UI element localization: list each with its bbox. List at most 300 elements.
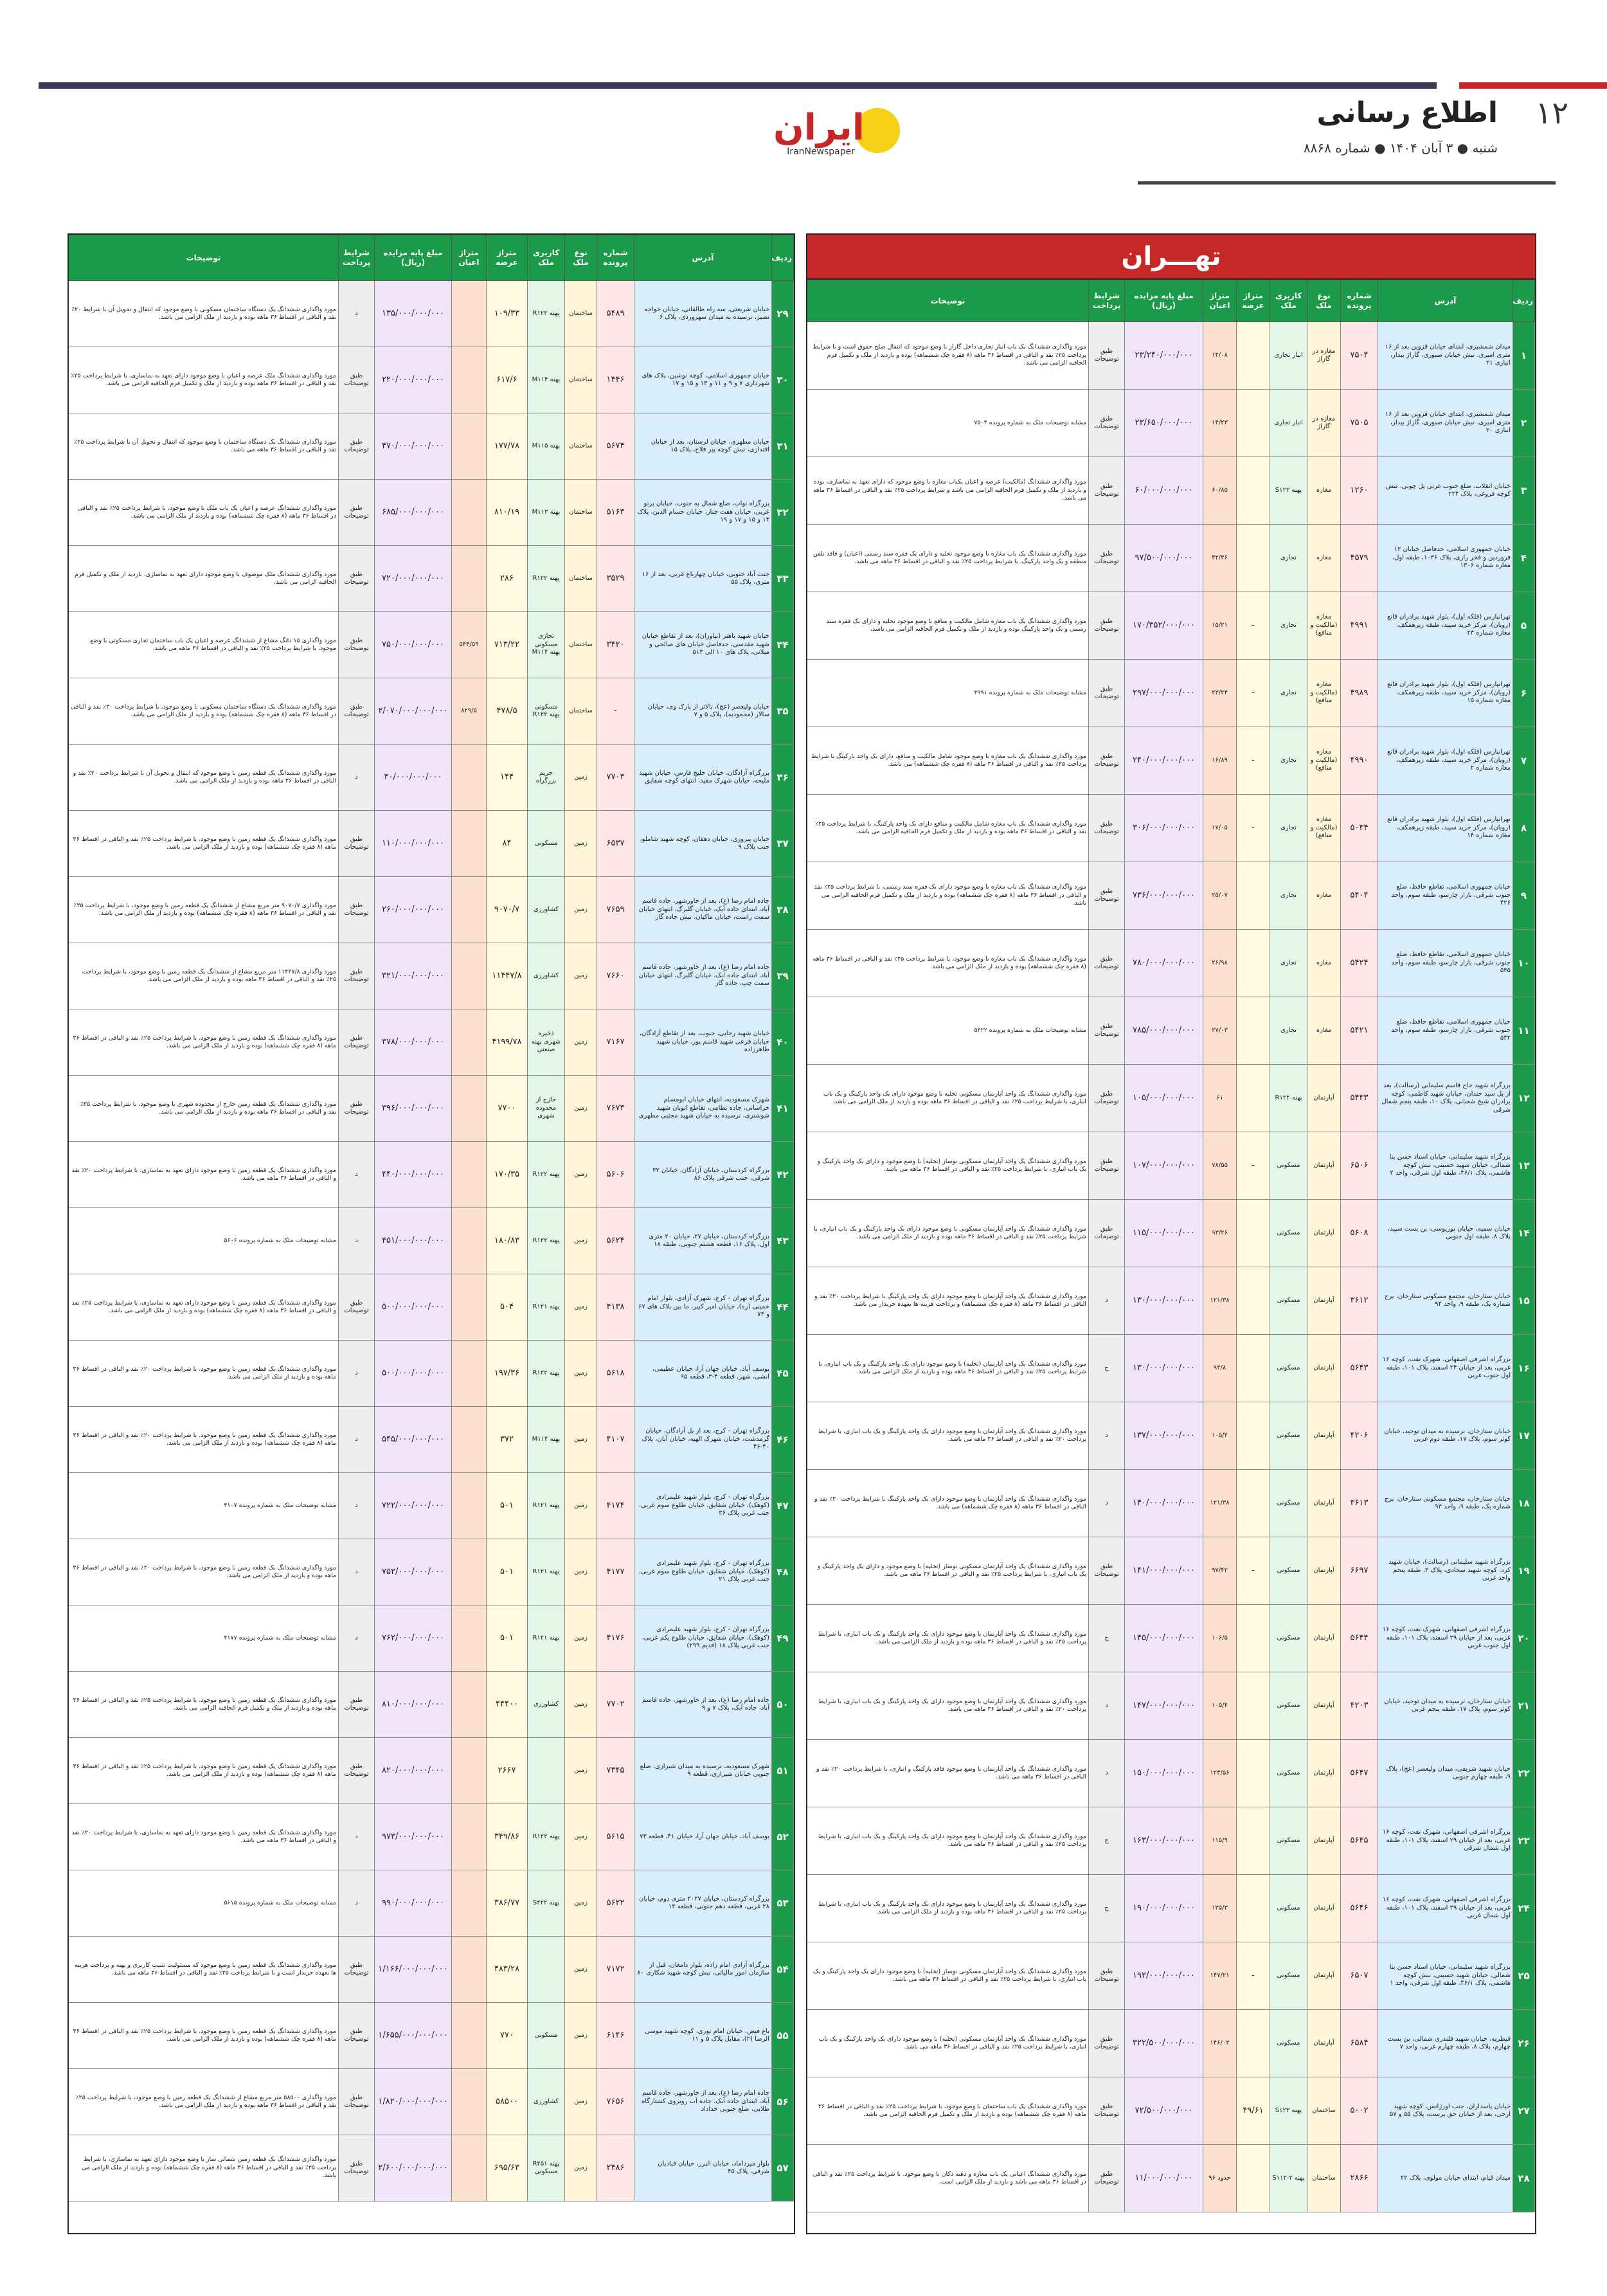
file-number-cell: ۶۵۰۶ [1341, 1132, 1378, 1200]
property-type-cell: آپارتمان [1307, 1807, 1341, 1875]
usage-cell: پهنه R۲۵۱ مسکونی [528, 2135, 565, 2201]
building-area-cell [452, 2135, 487, 2201]
logo-word: ایران [773, 107, 865, 149]
land-area-cell [1237, 2145, 1270, 2212]
header-accent-bar [1459, 82, 1607, 89]
issue-info: شنبه ● ۳ آبان ۱۴۰۴ ● شماره ۸۸۶۸ [1303, 140, 1498, 156]
land-area-cell: - [1237, 795, 1270, 862]
base-price-cell: ۱۳۰/۰۰۰/۰۰۰/۰۰۰ [1125, 1267, 1203, 1335]
address-cell: خیابان شهید شریفی، میدان ولیعصر (عج)، پلاک ۹، طبقه چهارم جنوبی [1378, 1740, 1513, 1807]
payment-terms-cell: طبق توضیحات [339, 1738, 375, 1804]
address-cell: بلوار میرداماد، خیابان البرز، خیابان قبادیان شرقی، پلاک ۴۵ [634, 2135, 772, 2201]
property-type-cell: مغازه (مالکیت و منافع) [1307, 660, 1341, 727]
address-cell: تهرانپارس (فلکه اول)، بلوار شهید برادران قانع (رویان)، مرکز خرید سپید، طبقه زیرهمکف، مغازه شماره ۲۳ [1378, 592, 1513, 660]
base-price-cell: ۱۰۷/۰۰۰/۰۰۰/۰۰۰ [1125, 1132, 1203, 1200]
building-area-cell: ۱۴۷/۲۱ [1203, 1942, 1237, 2010]
payment-terms-cell: طبق توضیحات [1089, 2145, 1125, 2212]
building-area-cell: ۱۴/۰۸ [1203, 322, 1237, 390]
row-number: ۳۸ [772, 877, 794, 943]
property-type-cell: ساختمان [1307, 2077, 1341, 2145]
land-area-cell: ۸۱۰/۱۹ [487, 480, 528, 546]
row-number: ۲۵ [1513, 1942, 1535, 2010]
address-cell: خیابان ولیعصر (عج)، بالاتر از پارک وی، خیابان سالار (محمودیه)، پلاک ۵ و ۷ [634, 678, 772, 745]
file-number-cell: ۷۱۶۷ [597, 1009, 634, 1076]
property-type-cell: آپارتمان [1307, 1875, 1341, 1942]
file-number-cell: ۵۶۴۳ [1341, 1335, 1378, 1402]
column-header: کاربری ملک [1270, 280, 1307, 322]
usage-cell: مسکونی [1270, 1537, 1307, 1605]
building-area-cell [452, 1539, 487, 1605]
usage-cell: کشاورزی [528, 2069, 565, 2135]
table-row [807, 390, 1535, 457]
address-cell: بزرگراه شهید سلیمانی (رسالت)، خیابان شهید کرد، کوچه شهید سجادی، پلاک ۳، طبقه پنجم واحد غربی [1378, 1537, 1513, 1605]
notes-cell: مورد واگذاری ششدانگ یک قطعه زمین با وضع موجود دارای تعهد به نماسازی، با شرایط پرداخت ۲۰٪ نقد و الباقی در اقساط ۳۶ ماهه می باشد. [69, 1142, 339, 1208]
land-area-cell: ۱۷۰/۳۵ [487, 1142, 528, 1208]
usage-cell: مسکونی [1270, 1672, 1307, 1740]
property-type-cell: ساختمان [565, 281, 597, 347]
file-number-cell: ۶۱۴۶ [597, 2003, 634, 2069]
column-header: مبلغ پایه مزایده (ریال) [375, 235, 452, 281]
payment-terms-cell: طبق توضیحات [1089, 930, 1125, 997]
file-number-cell: ۵۴۳۳ [1341, 1065, 1378, 1132]
table-row [807, 1740, 1535, 1807]
notes-cell: مورد واگذاری ۵۸۵۰۰ متر مربع مشاع از ششدانگ یک قطعه زمین با وضع موجود، با شرایط پرداخت ۲۵٪ نقد و الباقی در اقساط ۳۶ ماهه بوده و بازدید از ملک الزامی می باشد. [69, 2069, 339, 2135]
notes-cell: مشابه توضیحات ملک به شماره پرونده ۴۱۷۷ [69, 1605, 339, 1672]
listing-table [807, 280, 1535, 2212]
notes-cell: مورد واگذاری ششدانگ یک باب مغازه با وضع موجود، با شرایط پرداخت ۲۵٪ نقد و الباقی در اقساط ۳۶ ماهه (۸ فقره چک ششماهه) بوده و بازدید از ملک الزامی می باشد. [807, 930, 1089, 997]
address-cell: بزرگراه کردستان، خیابان آزادگان، خیابان ۳۲ شرقی، جنب شرقی پلاک ۸۶ [634, 1142, 772, 1208]
address-cell: خیابان سمیه، خیابان پوریوسی، بن بست سپید، پلاک ۸، طبقه اول جنوبی [1378, 1200, 1513, 1267]
land-area-cell: ۲۶۶۷ [487, 1738, 528, 1804]
table-row [69, 2135, 794, 2201]
file-number-cell: ۶۵۸۴ [1341, 2010, 1378, 2077]
file-number-cell: ۷۶۷۳ [597, 1076, 634, 1142]
land-area-cell: ۴۷۸/۵ [487, 678, 528, 745]
payment-terms-cell: طبق توضیحات [339, 2135, 375, 2201]
land-area-cell: ۹۰۷۰/۷ [487, 877, 528, 943]
notes-cell: مورد واگذاری ششدانگ یک واحد آپارتمان با وضع موجود دارای یک واحد پارکینگ و یک باب انباری، با شرایط پرداخت ۲۵٪ نقد و الباقی در اقساط ۳۶ ماهه می باشد. [807, 1807, 1089, 1875]
row-number: ۳۹ [772, 943, 794, 1009]
building-area-cell: ۵۴۴/۵۹ [452, 612, 487, 678]
payment-terms-cell: طبق توضیحات [1089, 390, 1125, 457]
property-type-cell: مغازه (مالکیت و منافع) [1307, 592, 1341, 660]
payment-terms-cell: د [1089, 1740, 1125, 1807]
payment-terms-cell: طبق توضیحات [339, 546, 375, 612]
base-price-cell: ۲۲۰/۰۰۰/۰۰۰/۰۰۰ [375, 347, 452, 413]
usage-cell: مسکونی [1270, 1470, 1307, 1537]
table-row [69, 745, 794, 811]
row-number: ۱ [1513, 322, 1535, 390]
land-area-cell: ۵۰۱ [487, 1473, 528, 1539]
building-area-cell [452, 943, 487, 1009]
property-type-cell: مغازه در گاراژ [1307, 390, 1341, 457]
file-number-cell: ۴۱۰۷ [597, 1407, 634, 1473]
row-number: ۴۶ [772, 1407, 794, 1473]
property-type-cell: مغازه [1307, 930, 1341, 997]
property-type-cell: آپارتمان [1307, 1335, 1341, 1402]
base-price-cell: ۶۰/۰۰۰/۰۰۰/۰۰۰ [1125, 457, 1203, 525]
property-type-cell: مغازه [1307, 862, 1341, 930]
table-row [69, 1407, 794, 1473]
building-area-cell: ۱۲۴/۵۶ [1203, 1740, 1237, 1807]
usage-cell: خارج از محدوده شهری [528, 1076, 565, 1142]
logo-subtext: IranNewspaper [787, 147, 855, 157]
base-price-cell: ۷۸۰/۰۰۰/۰۰۰/۰۰۰ [1125, 930, 1203, 997]
row-number: ۳۲ [772, 480, 794, 546]
building-area-cell [452, 1672, 487, 1738]
base-price-cell: ۲۹۷/۰۰۰/۰۰۰/۰۰۰ [1125, 660, 1203, 727]
usage-cell: پهنه M۱۱۵ [528, 413, 565, 480]
address-cell: قیطریه، خیابان شهید فلندری شمالی، بن بست چهارم، پلاک ۸، طبقه چهارم غربی، واحد ۷ [1378, 2010, 1513, 2077]
payment-terms-cell: د [1089, 1672, 1125, 1740]
address-cell: بزرگراه نواب، ضلع شمال به جنوب، خیابان پرتو غربی، خیابان هفت چنار، خیابان حسام الدین، پلاک ۱۳ و ۱۵ و ۱۷ و ۱۹ [634, 480, 772, 546]
building-area-cell: ۲۶/۹۸ [1203, 930, 1237, 997]
building-area-cell: ۱۰۵/۴ [1203, 1402, 1237, 1470]
table-row [69, 413, 794, 480]
notes-cell: مورد واگذاری ششدانگ یک واحد آپارتمان با وضع موجود دارای یک واحد پارکینگ و یک باب انباری، با شرایط پرداخت ۲۰٪ نقد و الباقی در اقساط ۳۶ ماهه می باشد. [807, 1402, 1089, 1470]
column-header: شرایط پرداخت [1089, 280, 1125, 322]
land-area-cell: ۵۰۴ [487, 1274, 528, 1341]
table-row [69, 943, 794, 1009]
property-type-cell: مغازه (مالکیت و منافع) [1307, 795, 1341, 862]
address-cell: شهرک مسعودیه، انتهای خیابان ابومسلم خراسانی، جاده نظامی، تقاطع اتوبان شهید شوشتری، نرسیده به خیابان شهید مجتبی مطهری [634, 1076, 772, 1142]
table-row [807, 1470, 1535, 1537]
building-area-cell: ۸۲۹/۵ [452, 678, 487, 745]
table-row [807, 1672, 1535, 1740]
table-row [807, 592, 1535, 660]
property-type-cell: زمین [565, 1937, 597, 2003]
building-area-cell [452, 811, 487, 877]
address-cell: بزرگراه کردستان، خیابان ۲۰۲۷ متری دوم، خیابان ۲۸ غربی، قطعه دهم جنوبی، قطعه ۱۲ [634, 1870, 772, 1937]
row-number: ۲۴ [1513, 1875, 1535, 1942]
land-area-cell: - [1237, 1132, 1270, 1200]
base-price-cell: ۱۴۵/۰۰۰/۰۰۰/۰۰۰ [1125, 1605, 1203, 1672]
usage-cell: پهنه S۲۲۲ [528, 1870, 565, 1937]
address-cell: بزرگراه تهران - کرج، بلوار شهید علیمرادی (کوهک)، خیابان شقایق، خیابان طلوع یکم غربی، جنب غربی پلاک ۱۸ (قدیم ۲۹۹) [634, 1605, 772, 1672]
building-area-cell: ۷۸/۵۵ [1203, 1132, 1237, 1200]
land-area-cell [1237, 1470, 1270, 1537]
file-number-cell: ۵۶۱۸ [597, 1341, 634, 1407]
base-price-cell: ۲۶۰/۰۰۰/۰۰۰/۰۰۰ [375, 877, 452, 943]
base-price-cell: ۲/۶۰۰/۰۰۰/۰۰۰/۰۰۰ [375, 2135, 452, 2201]
table-row [807, 457, 1535, 525]
building-area-cell [452, 2003, 487, 2069]
payment-terms-cell: طبق توضیحات [1089, 322, 1125, 390]
usage-cell: مسکونی [1270, 1402, 1307, 1470]
land-area-cell [1237, 930, 1270, 997]
table-row [69, 1208, 794, 1274]
land-area-cell: ۷۷۰ [487, 2003, 528, 2069]
property-type-cell: آپارتمان [1307, 1672, 1341, 1740]
base-price-cell: ۷۸۵/۰۰۰/۰۰۰/۰۰۰ [1125, 997, 1203, 1065]
building-area-cell [452, 1870, 487, 1937]
building-area-cell [452, 1208, 487, 1274]
usage-cell: کشاورزی [528, 877, 565, 943]
table-body [807, 322, 1535, 2212]
notes-cell: مورد واگذاری ۱۵ دانگ مشاع از ششدانگ عرصه و اعیان یک باب ساختمان تجاری مسکونی با وضع موجود، با شرایط پرداخت ۲۵٪ نقد و الباقی در اقساط ۳۶ ماهه می باشد. [69, 612, 339, 678]
base-price-cell: ۱۹۰/۰۰۰/۰۰۰/۰۰۰ [1125, 1875, 1203, 1942]
address-cell: میدان شمشیری، ابتدای خیابان قزوین بعد از ۱۶ متری امیری، نبش خیابان صبوری، گاراژ بیدار، انباری ۲۱ [1378, 322, 1513, 390]
file-number-cell: ۳۶۱۳ [1341, 1470, 1378, 1537]
file-number-cell: ۴۱۳۸ [597, 1274, 634, 1341]
notes-cell: مورد واگذاری ششدانگ یک واحد آپارتمان با وضع موجود دارای یک واحد پارکینگ و یک باب انباری، با شرایط پرداخت ۲۰٪ نقد و الباقی در اقساط ۳۶ ماهه می باشد. [807, 1672, 1089, 1740]
notes-cell: مورد واگذاری ششدانگ (مالکیت) عرصه و اعیان یکباب مغازه با وضع موجود که دارای تعهد به نماسازی، بوده و بازدید از ملک و تکمیل فرم الحاقیه الزامی می باشد و شرایط پرداخت ۲۵٪ نقد و الباقی در اقساط ۳۶ ماهه می باشد. [807, 457, 1089, 525]
payment-terms-cell: ج [1089, 1875, 1125, 1942]
base-price-cell: ۱۷۰/۳۵۲/۰۰۰/۰۰۰ [1125, 592, 1203, 660]
property-type-cell: زمین [565, 1539, 597, 1605]
usage-cell: مسکونی [1270, 1267, 1307, 1335]
notes-cell: مورد واگذاری ششدانگ ملک عرصه و اعیان با وضع موجود دارای تعهد به نماسازی، با شرایط پرداخت ۲۵٪ نقد و الباقی در اقساط ۳۶ ماهه بوده و بازدید از ملک و تکمیل فرم الحاقیه الزامی می باشد. [69, 347, 339, 413]
land-area-cell: ۵۰۱ [487, 1539, 528, 1605]
table-row [69, 2003, 794, 2069]
row-number: ۱۶ [1513, 1335, 1535, 1402]
file-number-cell: ۲۸۶۶ [1341, 2145, 1378, 2212]
row-number: ۹ [1513, 862, 1535, 930]
column-header: آدرس [1378, 280, 1513, 322]
file-number-cell: ۳۶۱۲ [1341, 1267, 1378, 1335]
property-type-cell: آپارتمان [1307, 1537, 1341, 1605]
building-area-cell [452, 1473, 487, 1539]
notes-cell: مشابه توضیحات ملک به شماره پرونده ۵۶۱۵ [69, 1870, 339, 1937]
notes-cell: مورد واگذاری ششدانگ یک قطعه زمین با وضع موجود دارای تعهد به نماسازی، با شرایط پرداخت ۲۵٪ نقد و الباقی در اقساط ۳۶ ماهه (۸ فقره چک ششماهه) بوده و بازدید از ملک الزامی می باشد. [69, 1274, 339, 1341]
payment-terms-cell: طبق توضیحات [1089, 1942, 1125, 2010]
table-row [69, 347, 794, 413]
header-bar [39, 82, 1437, 89]
address-cell: بزرگراه اشرفی اصفهانی، شهرک نفت، کوچه ۱۶ غربی، بعد از خیابان ۲۹ اسفند، پلاک ۱۰۱، طبقه اول جنوب غربی [1378, 1605, 1513, 1672]
base-price-cell: ۱۳۷/۰۰۰/۰۰۰/۰۰۰ [1125, 1402, 1203, 1470]
land-area-cell [1237, 1605, 1270, 1672]
table-row [69, 1539, 794, 1605]
table-header-row [807, 280, 1535, 322]
row-number: ۴۹ [772, 1605, 794, 1672]
land-area-cell [1237, 322, 1270, 390]
base-price-cell: ۷۲۰/۰۰۰/۰۰۰/۰۰۰ [375, 546, 452, 612]
usage-cell: مسکونی پهنه R۱۲۲ [528, 678, 565, 745]
city-title: تهـــران [807, 235, 1535, 280]
column-header: توضیحات [69, 235, 339, 281]
payment-terms-cell: طبق توضیحات [1089, 1200, 1125, 1267]
usage-cell: پهنه R۱۲۲ [528, 1341, 565, 1407]
address-cell: خیابان پیروزی، خیابان دهقان، کوچه شهید شاملو، جنب پلاک ۹ [634, 811, 772, 877]
building-area-cell: ۱۰۵/۴ [1203, 1672, 1237, 1740]
usage-cell [528, 1738, 565, 1804]
usage-cell: ذخیره شهری پهنه صنعتی [528, 1009, 565, 1076]
land-area-cell: ۳۴۹/۸۶ [487, 1804, 528, 1870]
land-area-cell: ۵۸۵۰۰ [487, 2069, 528, 2135]
building-area-cell [452, 1274, 487, 1341]
address-cell: بزرگراه آزادی امام زاده، بلوار دامغان، قبل از سازمان امور مالیاتی، نبش کوچه شهید شکاری ۸۰ [634, 1937, 772, 2003]
file-number-cell: ۷۷۰۳ [597, 745, 634, 811]
land-area-cell: ۱۹۷/۳۶ [487, 1341, 528, 1407]
base-price-cell: ۱۶۳/۰۰۰/۰۰۰/۰۰۰ [1125, 1807, 1203, 1875]
address-cell: خیابان ستارخان، نرسیده به میدان توحید، خیابان کوثر سوم، پلاک ۱۷، طبقه دوم غربی [1378, 1402, 1513, 1470]
payment-terms-cell: د [1089, 1402, 1125, 1470]
building-area-cell: ۱۳۵/۳ [1203, 1875, 1237, 1942]
property-type-cell: آپارتمان [1307, 1267, 1341, 1335]
row-number: ۳۳ [772, 546, 794, 612]
payment-terms-cell: د [1089, 1267, 1125, 1335]
usage-cell: پهنه R۱۲۲ [528, 1142, 565, 1208]
property-type-cell: آپارتمان [1307, 1605, 1341, 1672]
building-area-cell [452, 2069, 487, 2135]
newspaper-logo[interactable] [773, 107, 900, 159]
file-number-cell: ۵۶۴۶ [1341, 1875, 1378, 1942]
file-number-cell: ۴۹۸۹ [1341, 660, 1378, 727]
land-area-cell: ۵۰۱ [487, 1605, 528, 1672]
row-number: ۶ [1513, 660, 1535, 727]
building-area-cell [452, 1804, 487, 1870]
file-number-cell: ۷۵۰۴ [1341, 322, 1378, 390]
property-type-cell: زمین [565, 1804, 597, 1870]
file-number-cell: ۵۶۰۸ [1341, 1200, 1378, 1267]
notes-cell: مورد واگذاری ششدانگ اعیانی یک باب مغازه و دهنه دکان با وضع موجود، با شرایط پرداخت ۲۵٪ نقد و الباقی در اقساط ۳۶ ماهه می باشد و بازدید از ملک الزامی است. [807, 2145, 1089, 2212]
land-area-cell [1237, 1875, 1270, 1942]
row-number: ۳۶ [772, 745, 794, 811]
address-cell: میدان شمشیری، ابتدای خیابان قزوین بعد از ۱۶ متری امیری، نبش خیابان صبوری، گاراژ بیدار، انباری ۲۰ [1378, 390, 1513, 457]
usage-cell: پهنه S۱۲۲ [1270, 457, 1307, 525]
land-area-cell: ۴۴۴۰۰ [487, 1672, 528, 1738]
column-header: نوع ملک [565, 235, 597, 281]
row-number: ۵۲ [772, 1804, 794, 1870]
property-type-cell: زمین [565, 1208, 597, 1274]
usage-cell: پهنه R۱۲۲ [528, 1208, 565, 1274]
notes-cell: مشابه توضیحات ملک به شماره پرونده ۴۹۹۱ [807, 660, 1089, 727]
building-area-cell: حدود ۹۶ [1203, 2145, 1237, 2212]
usage-cell: انبار تجاری [1270, 322, 1307, 390]
notes-cell: مورد واگذاری ششدانگ یک واحد آپارتمان با وضع موجود دارای یک واحد پارکینگ و یک باب انباری، با شرایط پرداخت ۲۵٪ نقد و الباقی در اقساط ۳۶ ماهه بوده و بازدید از ملک الزامی می باشد. [807, 1875, 1089, 1942]
row-number: ۵۷ [772, 2135, 794, 2201]
property-type-cell: آپارتمان [1307, 1942, 1341, 2010]
table-header-row [69, 235, 794, 281]
base-price-cell: ۷۵۰/۰۰۰/۰۰۰/۰۰۰ [375, 612, 452, 678]
property-type-cell: ساختمان [565, 347, 597, 413]
property-type-cell: ساختمان [565, 546, 597, 612]
address-cell: بزرگراه تهران - کرج، بعد از پل آزادگان، خیابان گرمدشت، خیابان شهرک الهیه، خیابان آبان، پلاک ۴۰-۴۶ [634, 1407, 772, 1473]
land-area-cell [1237, 2010, 1270, 2077]
usage-cell: پهنه R۱۲۲ [528, 546, 565, 612]
table-body [69, 281, 794, 2201]
notes-cell: مورد واگذاری ششدانگ عرصه و اعیان یک باب ملک با وضع موجود، با شرایط پرداخت ۲۵٪ نقد و الباقی در اقساط ۳۶ ماهه (۸ فقره چک ششماهه) بوده و بازدید از ملک الزامی می باشد. [69, 480, 339, 546]
building-area-cell [452, 546, 487, 612]
usage-cell: پهنه S۱۱۲-۲ [1270, 2145, 1307, 2212]
building-area-cell: ۱۶/۸۹ [1203, 727, 1237, 795]
base-price-cell: ۷۲۲/۰۰۰/۰۰۰/۰۰۰ [375, 1473, 452, 1539]
row-number: ۲ [1513, 390, 1535, 457]
column-header: مبلغ پایه مزایده (ریال) [1125, 280, 1203, 322]
address-cell: خیابان شهید باهنر (نیاوران)، بعد از تقاطع خیابان شهید مقدسی، حدفاصل خیابان های صالحی و میلانی، پلاک های ۱۰ الی ۵۱۳ [634, 612, 772, 678]
address-cell: جاده امام رضا (ع)، بعد از خاورشهر، جاده قاسم آباد، ابتدای جاده آبک، خیابان گلبرگ، انتهای خیابان سمت راست، خیابان ماکیان، نبش جاده گاز [634, 877, 772, 943]
land-area-cell [1237, 390, 1270, 457]
row-number: ۲۱ [1513, 1672, 1535, 1740]
base-price-cell: ۱۴۷/۰۰۰/۰۰۰/۰۰۰ [1125, 1672, 1203, 1740]
row-number: ۲۹ [772, 281, 794, 347]
payment-terms-cell: طبق توضیحات [1089, 592, 1125, 660]
column-header: متراژ اعیان [1203, 280, 1237, 322]
property-type-cell: ساختمان [565, 678, 597, 745]
table-row [807, 1200, 1535, 1267]
land-area-cell [1237, 525, 1270, 592]
usage-cell: مسکونی [528, 811, 565, 877]
notes-cell: مورد واگذاری ۹۰۷۰/۷ متر مربع مشاع از ششدانگ یک قطعه زمین با وضع موجود، با شرایط پرداخت ۲۵٪ نقد و الباقی در اقساط ۳۶ ماهه (۸ فقره چک ششماهه) بوده و بازدید از ملک الزامی می باشد. [69, 877, 339, 943]
land-area-cell [1237, 862, 1270, 930]
usage-cell: تجاری [1270, 660, 1307, 727]
column-header: شماره پرونده [1341, 280, 1378, 322]
payment-terms-cell: طبق توضیحات [339, 877, 375, 943]
row-number: ۴۰ [772, 1009, 794, 1076]
building-area-cell [452, 1407, 487, 1473]
row-number: ۵۵ [772, 2003, 794, 2069]
table-row [69, 1605, 794, 1672]
row-number: ۵۱ [772, 1738, 794, 1804]
address-cell: شهرک مسعودیه، نرسیده به میدان شیرازی، ضلع جنوبی خیابان شیرازی، قطعه ۹ [634, 1738, 772, 1804]
notes-cell: مورد واگذاری ششدانگ یک واحد آپارتمان (تخلیه) با وضع موجود دارای یک واحد پارکینگ و یک باب انباری، با شرایط پرداخت ۲۵٪ نقد و الباقی در اقساط ۳۶ ماهه بوده و بازدید از ملک الزامی می باشد. [807, 1335, 1089, 1402]
address-cell: بزرگراه تهران - کرج، بلوار شهید علیمرادی (کوهک)، خیابان شقایق، خیابان طلوع سوم غربی، جنب غربی پلاک ۲۱ [634, 1539, 772, 1605]
column-header: نوع ملک [1307, 280, 1341, 322]
row-number: ۷ [1513, 727, 1535, 795]
file-number-cell: ۶۵۰۷ [1341, 1942, 1378, 2010]
row-number: ۲۶ [1513, 2010, 1535, 2077]
payment-terms-cell: د [339, 1208, 375, 1274]
notes-cell: مشابه توضیحات ملک به شماره پرونده ۴۱۰۷ [69, 1473, 339, 1539]
building-area-cell [452, 413, 487, 480]
property-type-cell: آپارتمان [1307, 1740, 1341, 1807]
column-header: ردیف [772, 235, 794, 281]
usage-cell: مسکونی [1270, 1335, 1307, 1402]
building-area-cell: ۱۲۱/۳۸ [1203, 1470, 1237, 1537]
base-price-cell: ۱/۸۲۰/۰۰۰/۰۰۰/۰۰۰ [375, 2069, 452, 2135]
table-row [69, 1142, 794, 1208]
building-area-cell: ۹۴/۸ [1203, 1335, 1237, 1402]
land-area-cell: ۳۸۶/۷۷ [487, 1870, 528, 1937]
usage-cell: پهنه M۱۱۳ [528, 480, 565, 546]
row-number: ۴۸ [772, 1539, 794, 1605]
row-number: ۳۵ [772, 678, 794, 745]
address-cell: خیابان شهید رجایی، جنوب، بعد از تقاطع آزادگان، خیابان فرعی شهید قاسم پور، خیابان شهید طاهرزاده [634, 1009, 772, 1076]
property-type-cell: آپارتمان [1307, 2010, 1341, 2077]
file-number-cell: ۳۴۲۰ [597, 612, 634, 678]
notes-cell: مشابه توضیحات ملک به شماره پرونده ۵۶۰۶ [69, 1208, 339, 1274]
building-area-cell: ۹۳/۲۶ [1203, 1200, 1237, 1267]
payment-terms-cell: د [1089, 1470, 1125, 1537]
usage-cell: مسکونی [1270, 1942, 1307, 2010]
usage-cell: مسکونی [1270, 1740, 1307, 1807]
table-row [69, 811, 794, 877]
base-price-cell: ۳۰/۰۰۰/۰۰۰/۰۰۰ [375, 745, 452, 811]
payment-terms-cell: طبق توضیحات [339, 811, 375, 877]
file-number-cell: ۷۶۶۰ [597, 943, 634, 1009]
notes-cell: مورد واگذاری ششدانگ یک دستگاه ساختمان مسکونی با وضع موجود، با شرایط پرداخت ۳۰٪ نقد و الباقی در اقساط ۳۶ ماهه (۸ فقره چک ششماهه) بوده و بازدید از ملک الزامی می باشد. [69, 678, 339, 745]
address-cell: خیابان مطهری، خیابان لرستان، بعد از خیابان اقتداری، نبش کوچه پیر فلاح، پلاک ۱۵ [634, 413, 772, 480]
building-area-cell [452, 1605, 487, 1672]
base-price-cell: ۷۲/۵۰۰/۰۰۰/۰۰۰ [1125, 2077, 1203, 2145]
property-type-cell: زمین [565, 2135, 597, 2201]
payment-terms-cell: ج [1089, 1807, 1125, 1875]
notes-cell: مورد واگذاری ششدانگ یک واحد آپارتمان مسکونی نوساز (تخلیه) با وضع موجود دارای یک واحد پارکینگ و یک باب انباری، با شرایط پرداخت ۲۵٪ نقد و الباقی در اقساط ۳۶ ماهه می باشد. [807, 1942, 1089, 2010]
address-cell: بزرگراه شهید حاج قاسم سلیمانی (رسالت)، بعد از پل سید خندان، خیابان شهید کاظمی، کوچه برادران شیخ شعبانی، پلاک ۱۰، طبقه پنجم شمال شرقی [1378, 1065, 1513, 1132]
file-number-cell: ۵۶۱۵ [597, 1804, 634, 1870]
notes-cell: مورد واگذاری ششدانگ ملک موصوف با وضع موجود دارای تعهد به نماسازی، بازدید از ملک و تکمیل فرم الحاقیه الزامی می باشد. [69, 546, 339, 612]
land-area-cell [1237, 1200, 1270, 1267]
usage-cell: تجاری [1270, 862, 1307, 930]
base-price-cell: ۹۹۰/۰۰۰/۰۰۰/۰۰۰ [375, 1870, 452, 1937]
building-area-cell: ۱۰۶/۵ [1203, 1605, 1237, 1672]
building-area-cell [452, 1738, 487, 1804]
row-number: ۴۳ [772, 1208, 794, 1274]
address-cell: بزرگراه اشرفی اصفهانی، شهرک نفت، کوچه ۱۶ غربی، بعد از خیابان ۲۴ اسفند، پلاک ۱۰۱، طبقه اول جنوب غربی [1378, 1335, 1513, 1402]
base-price-cell: ۳۹۶/۰۰۰/۰۰۰/۰۰۰ [375, 1076, 452, 1142]
address-cell: جنت آباد جنوبی، خیابان چهارباغ غربی، بعد از ۱۶ متری، پلاک ۵۵ [634, 546, 772, 612]
base-price-cell: ۳۰۶/۰۰۰/۰۰۰/۰۰۰ [1125, 795, 1203, 862]
